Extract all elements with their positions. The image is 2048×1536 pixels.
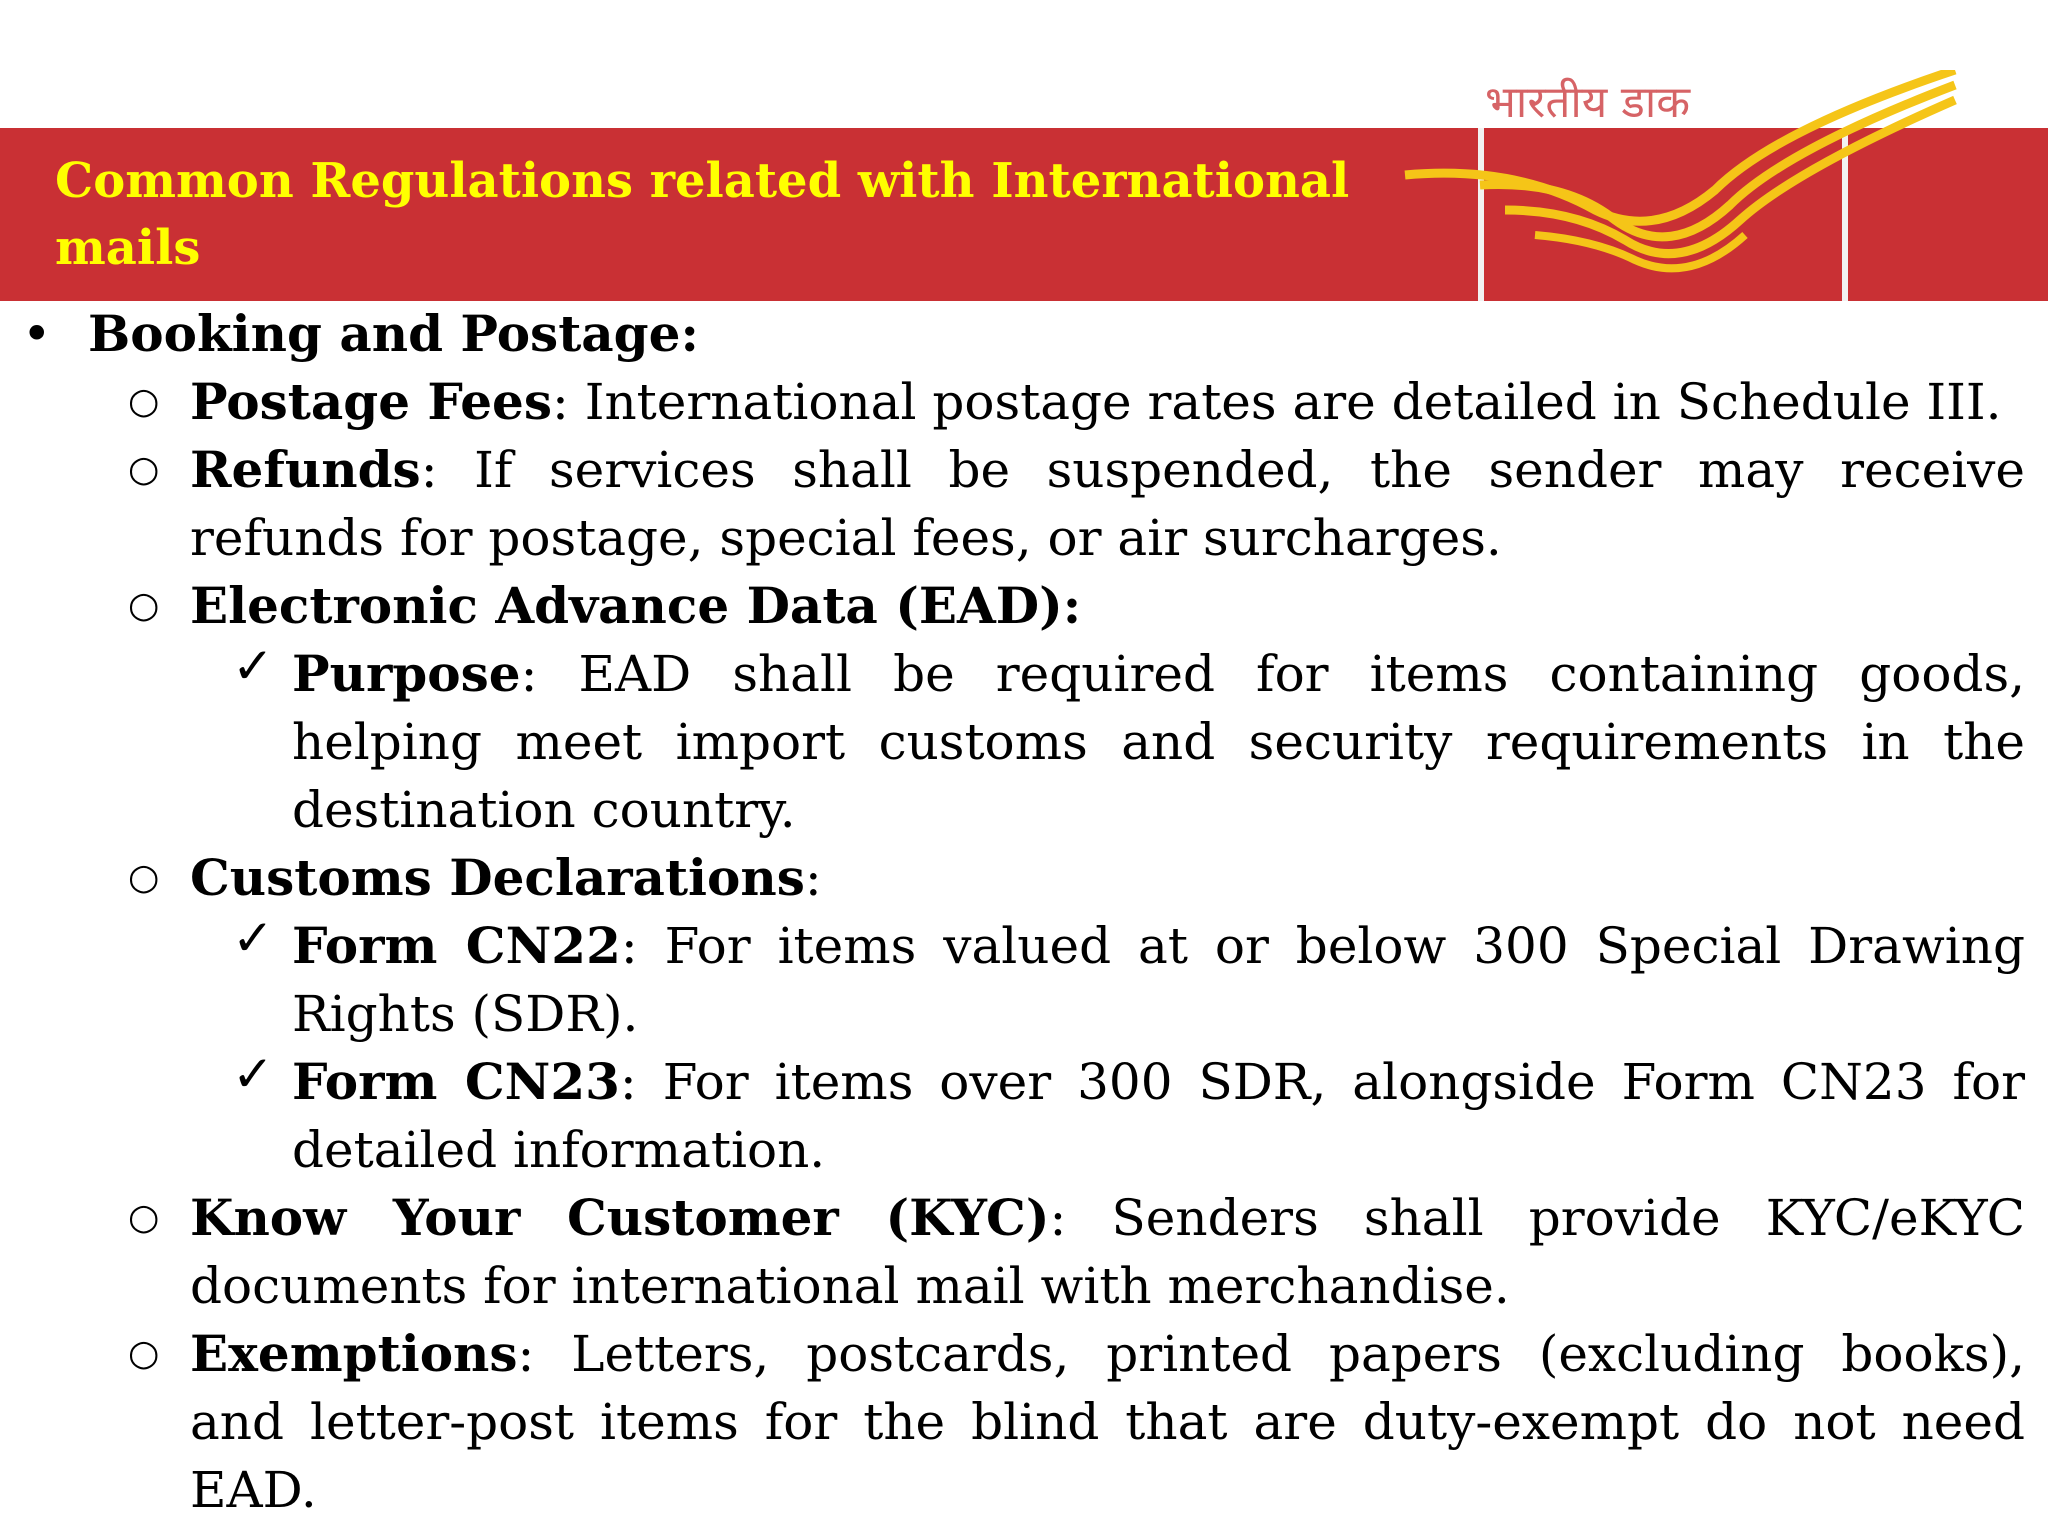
list-item-cn22-cont: Rights (SDR). xyxy=(292,985,639,1043)
check-icon: ✓ xyxy=(232,1045,274,1103)
list-item-exemptions-cont: and letter-post items for the blind that are duty-exempt do not need xyxy=(190,1393,2025,1451)
list-item-purpose-cont: helping meet import customs and security requirements in the xyxy=(292,713,2025,771)
title-line-2: mails xyxy=(55,220,201,276)
logo-text: भारतीय डाक xyxy=(1485,77,1691,128)
circle-marker: ○ xyxy=(128,381,160,422)
check-icon: ✓ xyxy=(232,637,274,695)
india-post-logo-icon xyxy=(1395,70,1995,300)
list-item-kyc-cont: documents for international mail with merchandise. xyxy=(190,1257,1510,1315)
list-item-cn22: Form CN22: For items valued at or below 300 Special Drawing xyxy=(292,916,2025,975)
list-item-refunds-cont: refunds for postage, special fees, or air surcharges. xyxy=(190,509,1502,567)
bullet-marker: • xyxy=(22,305,52,363)
list-item-kyc: Know Your Customer (KYC): Senders shall provide KYC/eKYC xyxy=(190,1188,2025,1247)
page-title xyxy=(55,148,1415,282)
list-item-customs: Customs Declarations: xyxy=(190,848,822,907)
list-item-exemptions: Exemptions: Letters, postcards, printed papers (excluding books), xyxy=(190,1324,2025,1383)
circle-marker: ○ xyxy=(128,857,160,898)
list-item-purpose-cont2: destination country. xyxy=(292,781,796,839)
circle-marker: ○ xyxy=(128,585,160,626)
list-item-exemptions-cont2: EAD. xyxy=(190,1461,317,1519)
list-item-ead: Electronic Advance Data (EAD): xyxy=(190,576,1082,635)
list-item-cn23: Form CN23: For items over 300 SDR, alongside Form CN23 for xyxy=(292,1052,2025,1111)
title-line-1: Common Regulations related with International xyxy=(55,153,1350,209)
circle-marker: ○ xyxy=(128,1333,160,1374)
check-icon: ✓ xyxy=(232,909,274,967)
list-item-purpose: Purpose: EAD shall be required for items containing goods, xyxy=(292,644,2025,703)
circle-marker: ○ xyxy=(128,1197,160,1238)
circle-marker: ○ xyxy=(128,449,160,490)
list-item-cn23-cont: detailed information. xyxy=(292,1121,826,1179)
section-heading: Booking and Postage: xyxy=(88,304,699,363)
list-item-postage-fees: Postage Fees: International postage rates are detailed in Schedule III. xyxy=(190,372,2002,431)
list-item-refunds: Refunds: If services shall be suspended, the sender may receive xyxy=(190,440,2025,499)
